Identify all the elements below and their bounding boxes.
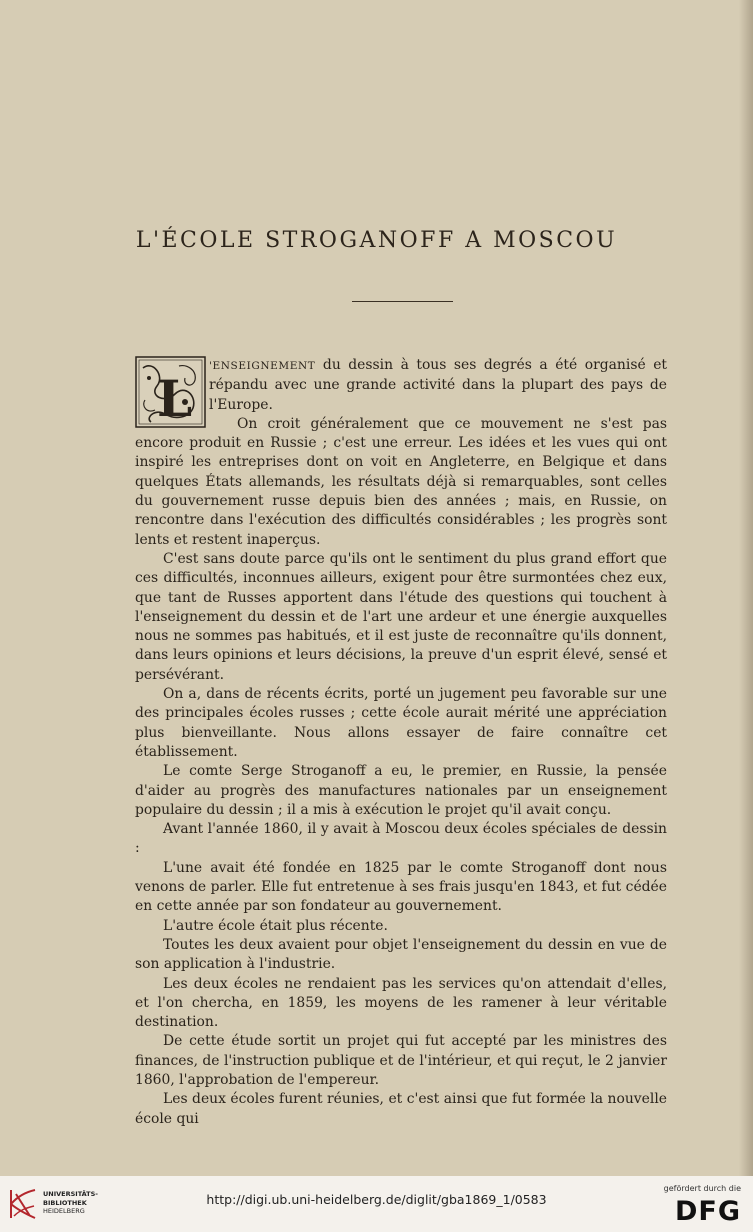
paragraph-8: L'autre école était plus récente. bbox=[163, 917, 388, 934]
paragraph-11: De cette étude sortit un projet qui fut accepté par les ministres des finances, de l'instruction publique et de l'intérieur, et qui reçut, le 2 janvier 1860, l'approbation de l'empereur. bbox=[135, 1033, 667, 1088]
paragraph-2: On croit généralement que ce mouvement ne s'est pas encore produit en Russie ; c'est une erreur. Les idées et les vues qui ont inspiré les entreprises dont on voit en Angleterre, en Belgique et dans quelques États allemands, les résultats déjà si remarquables, sont celles du gouvernement russe depuis bien des années ; mais, en Russie, on rencontre dans l'exécution des difficultés considérables ; les progrès sont lents et restent inaperçus. bbox=[135, 415, 667, 548]
ornamental-dropcap bbox=[135, 356, 206, 428]
institution-line-1: UNIVERSITÄTS- bbox=[43, 1190, 98, 1198]
article-title: L'ÉCOLE STROGANOFF A MOSCOU bbox=[135, 228, 618, 253]
paragraph-9: Toutes les deux avaient pour objet l'enseignement du dessin en vue de son application à l'industrie. bbox=[135, 936, 667, 973]
paragraph-10: Les deux écoles ne rendaient pas les services qu'on attendait d'elles, et l'on chercha, en 1859, les moyens de les ramener à leur véritable destination. bbox=[135, 975, 667, 1031]
title-divider bbox=[352, 301, 453, 302]
first-word-small-caps: 'ENSEIGNEMENT bbox=[209, 360, 316, 372]
institution-line-2: BIBLIOTHEK bbox=[43, 1198, 87, 1207]
paragraph-3: C'est sans doute parce qu'ils ont le sentiment du plus grand effort que ces difficultés, inconnues ailleurs, exigent pour être surmontées chez eux, que tant de Russes apportent dans l'étude des questions qui touchent à l'enseignement du dessin et de l'art une ardeur et une énergie auxquelles nous ne sommes pas habitués, et il est juste de reconnaître qu'ils donnent, dans leurs opinions et leurs décisions, la preuve d'un esprit élevé, sensé et persévérant. bbox=[135, 550, 667, 683]
page-edge-shadow bbox=[739, 0, 753, 1176]
sponsor-caption: gefördert durch die bbox=[663, 1184, 741, 1193]
paragraph-7: L'une avait été fondée en 1825 par le comte Stroganoff dont nous venons de parler. Elle fut entretenue à ses frais jusqu'en 1843, et fut cédée en cette année par son fondateur au gouvernement. bbox=[135, 859, 667, 915]
paragraph-1 bbox=[135, 356, 667, 415]
paragraph-12: Les deux écoles furent réunies, et c'est ainsi que fut formée la nouvelle école qui bbox=[135, 1091, 667, 1127]
paragraph-4: On a, dans de récents écrits, porté un jugement peu favorable sur une des principales écoles russes ; cette école aurait mérité une appréciation plus bienveillante. Nous allons essayer de faire connaître cet établissement. bbox=[135, 686, 667, 760]
dfg-logo: DFG bbox=[674, 1196, 741, 1227]
paragraph-6: Avant l'année 1860, il y avait à Moscou deux écoles spéciales de dessin : bbox=[135, 821, 667, 857]
dropcap-letter: L bbox=[157, 369, 193, 428]
article-body bbox=[135, 356, 667, 1129]
paragraph-5: Le comte Serge Stroganoff a eu, le premier, en Russie, la pensée d'aider au progrès des manufactures nationales par un enseignement populaire du dessin ; il a mis à exécution le projet qu'il avait conçu. bbox=[135, 763, 667, 818]
institution-line-3: HEIDELBERG bbox=[43, 1207, 85, 1215]
permalink-url[interactable]: http://digi.ub.uni-heidelberg.de/diglit/gba1869_1/0583 bbox=[206, 1192, 547, 1207]
paragraph-1-text: du dessin à tous ses degrés a été organisé et répandu avec une grande activité dans la plupart des pays de l'Europe. bbox=[209, 357, 667, 413]
